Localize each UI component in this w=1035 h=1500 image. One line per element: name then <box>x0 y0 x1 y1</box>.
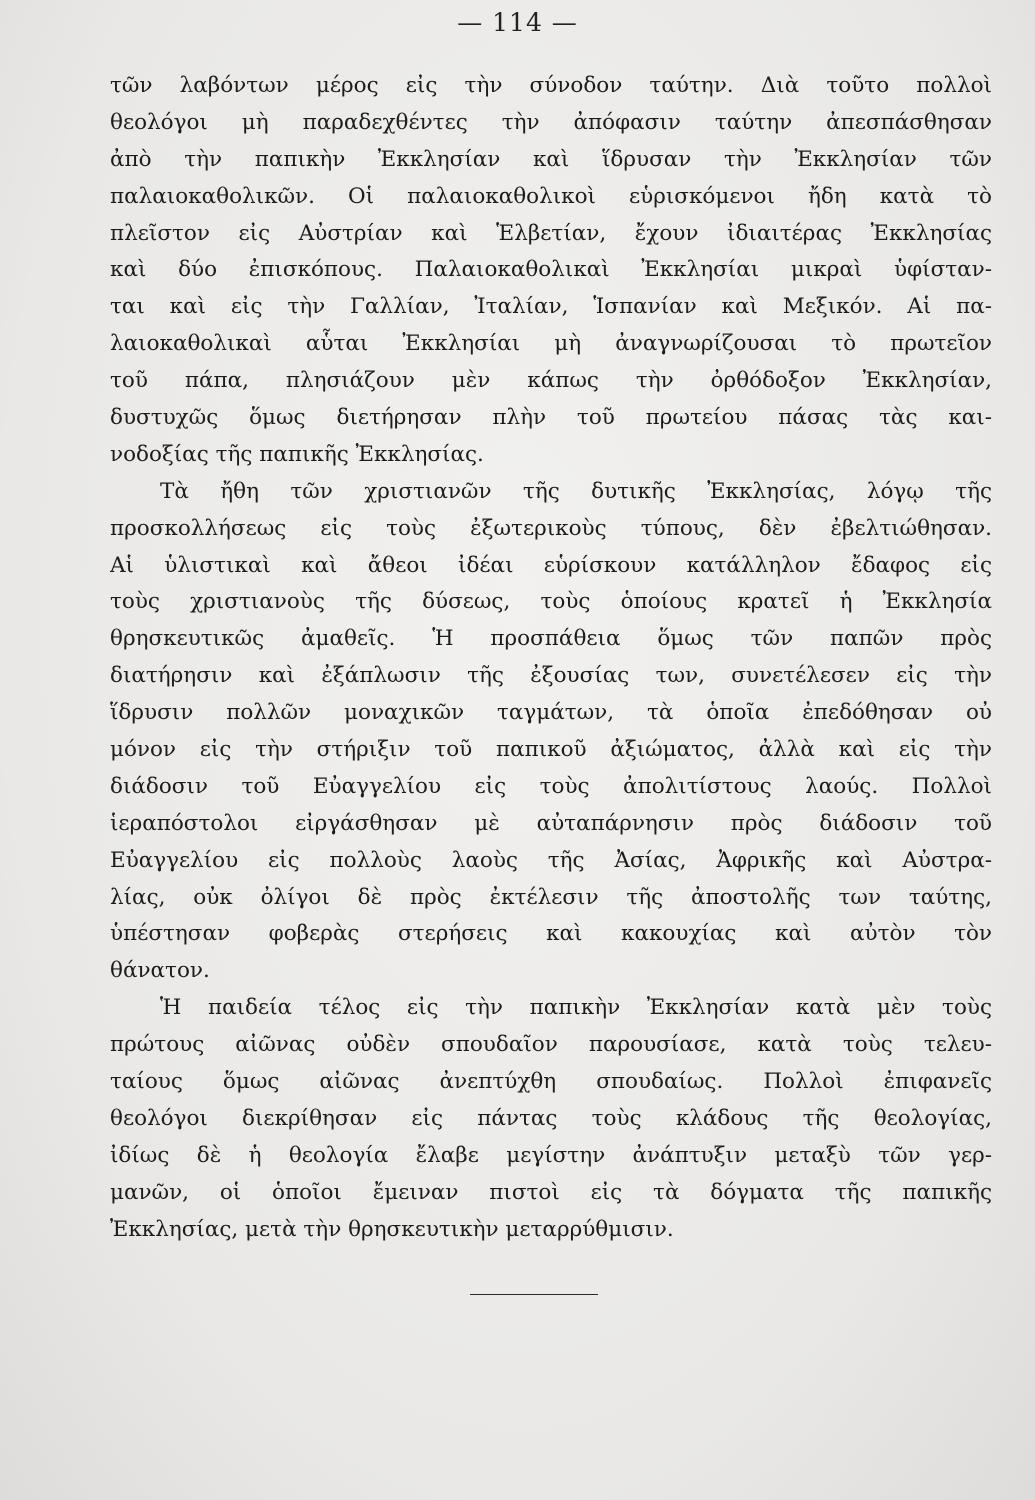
text-line: θεολόγοι μὴ παραδεχθέντες τὴν ἀπόφασιν ταύτην ἀπεσπάσθησαν <box>110 109 992 135</box>
body-text <box>110 68 992 1249</box>
text-line: δυστυχῶς ὅμως διετήρησαν πλὴν τοῦ πρωτείου πάσας τὰς και- <box>110 405 992 431</box>
text-line: διατήρησιν καὶ ἐξάπλωσιν τῆς ἐξουσίας των, συνετέλεσεν εἰς τὴν <box>110 663 992 689</box>
paragraph-1 <box>110 68 992 474</box>
text-line: Ἐκκλησίας, μετὰ τὴν θρησκευτικὴν μεταρρύθμισιν. <box>110 1216 674 1242</box>
text-line: τῶν λαβόντων μέρος εἰς τὴν σύνοδον ταύτην. Διὰ τοῦτο πολλοὶ <box>110 73 992 98</box>
paragraph-2 <box>110 474 992 990</box>
text-line: ἵδρυσιν πολλῶν μοναχικῶν ταγμάτων, τὰ ὁποῖα ἐπεδόθησαν οὐ <box>110 700 992 726</box>
text-line: νοδοξίας τῆς παπικῆς Ἐκκλησίας. <box>110 441 484 467</box>
text-line: Αἱ ὑλιστικαὶ καὶ ἄθεοι ἰδέαι εὑρίσκουν κατάλληλον ἔδαφος εἰς <box>110 552 992 578</box>
text-line: μανῶν, οἱ ὁποῖοι ἔμειναν πιστοὶ εἰς τὰ δόγματα τῆς παπικῆς <box>110 1179 992 1205</box>
text-line: ἀπὸ τὴν παπικὴν Ἐκκλησίαν καὶ ἵδρυσαν τὴν Ἐκκλησίαν τῶν <box>110 146 992 172</box>
text-line: λαιοκαθολικαὶ αὗται Ἐκκλησίαι μὴ ἀναγνωρίζουσαι τὸ πρωτεῖον <box>110 331 992 357</box>
end-rule <box>470 1294 598 1295</box>
text-line: ἰδίως δὲ ἡ θεολογία ἔλαβε μεγίστην ἀνάπτυξιν μεταξὺ τῶν γερ- <box>110 1142 992 1168</box>
text-line: ὑπέστησαν φοβερὰς στερήσεις καὶ κακουχίας καὶ αὐτὸν τὸν <box>110 921 992 947</box>
text-line: Τὰ ἤθη τῶν χριστιανῶν τῆς δυτικῆς Ἐκκλησίας, λόγῳ τῆς <box>160 478 992 504</box>
text-line: ταίους ὅμως αἰῶνας ἀνεπτύχθη σπουδαίως. Πολλοὶ ἐπιφανεῖς <box>110 1069 992 1095</box>
text-line: τοὺς χριστιανοὺς τῆς δύσεως, τοὺς ὁποίους κρατεῖ ἡ Ἐκκλησία <box>110 589 992 615</box>
text-line: τοῦ πάπα, πλησιάζουν μὲν κάπως τὴν ὀρθόδοξον Ἐκκλησίαν, <box>110 368 992 394</box>
text-line: καὶ δύο ἐπισκόπους. Παλαιοκαθολικαὶ Ἐκκλησίαι μικραὶ ὑφίσταν- <box>110 257 992 283</box>
paragraph-3 <box>110 990 992 1248</box>
text-line: πρώτους αἰῶνας οὐδὲν σπουδαῖον παρουσίασε, κατὰ τοὺς τελευ- <box>110 1032 992 1058</box>
text-line: πλεῖστον εἰς Αὐστρίαν καὶ Ἑλβετίαν, ἔχουν ἰδιαιτέρας Ἐκκλησίας <box>110 220 992 246</box>
text-line: Εὐαγγελίου εἰς πολλοὺς λαοὺς τῆς Ἀσίας, Ἀφρικῆς καὶ Αὐστρα- <box>110 847 992 873</box>
text-line: λίας, οὐκ ὀλίγοι δὲ πρὸς ἐκτέλεσιν τῆς ἀποστολῆς των ταύτης, <box>110 884 992 910</box>
text-line: θάνατον. <box>110 958 210 984</box>
text-line: θρησκευτικῶς ἀμαθεῖς. Ἡ προσπάθεια ὅμως τῶν παπῶν πρὸς <box>110 626 992 652</box>
text-line: θεολόγοι διεκρίθησαν εἰς πάντας τοὺς κλάδους τῆς θεολογίας, <box>110 1105 992 1131</box>
text-line: προσκολλήσεως εἰς τοὺς ἐξωτερικοὺς τύπους, δὲν ἐβελτιώθησαν. <box>110 515 992 541</box>
text-line: παλαιοκαθολικῶν. Οἱ παλαιοκαθολικοὶ εὑρισκόμενοι ἤδη κατὰ τὸ <box>110 183 992 209</box>
page-number: — 114 — <box>457 8 578 37</box>
text-line: διάδοσιν τοῦ Εὐαγγελίου εἰς τοὺς ἀπολιτίστους λαούς. Πολλοὶ <box>110 773 992 799</box>
text-line: Ἡ παιδεία τέλος εἰς τὴν παπικὴν Ἐκκλησίαν κατὰ μὲν τοὺς <box>160 995 992 1021</box>
text-line: ἱεραπόστολοι εἰργάσθησαν μὲ αὐταπάρνησιν πρὸς διάδοσιν τοῦ <box>110 810 992 836</box>
text-line: μόνον εἰς τὴν στήριξιν τοῦ παπικοῦ ἀξιώματος, ἀλλὰ καὶ εἰς τὴν <box>110 737 992 763</box>
text-line: ται καὶ εἰς τὴν Γαλλίαν, Ἰταλίαν, Ἱσπανίαν καὶ Μεξικόν. Αἱ πα- <box>110 294 992 320</box>
